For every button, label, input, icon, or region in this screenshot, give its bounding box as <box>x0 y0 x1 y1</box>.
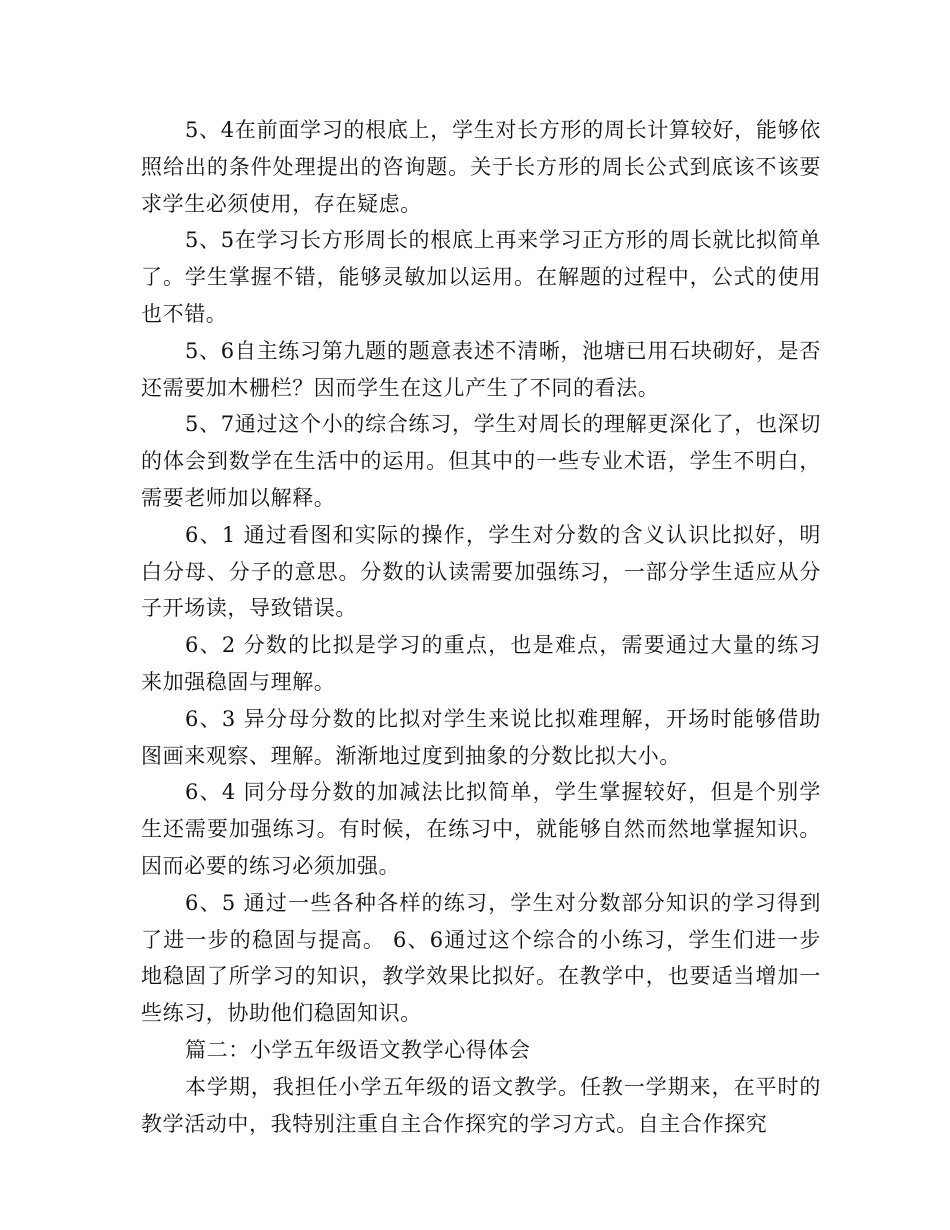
paragraph-6-5-6-6: 6、5 通过一些各种各样的练习，学生对分数部分知识的学习得到了进一步的稳固与提高。 6、6通过这个综合的小练习，学生们进一步地稳固了所学习的知识，教学效果比拟好。在教学中，也要适当增加一些练习，协助他们稳固知识。 <box>141 890 821 1026</box>
paragraph-5-7: 5、7通过这个小的综合练习，学生对周长的理解更深化了，也深切的体会到数学在生活中的运用。但其中的一些专业术语，学生不明白，需要老师加以解释。 <box>141 412 821 510</box>
document-body <box>141 112 821 1142</box>
section-heading: 篇二：小学五年级语文教学心得体会 <box>185 1037 531 1062</box>
paragraph-5-6: 5、6自主练习第九题的题意表述不清晰，池塘已用石块砌好，是否还需要加木栅栏？因而学生在这儿产生了不同的看法。 <box>141 338 821 400</box>
paragraph-5-5: 5、5在学习长方形周长的根底上再来学习正方形的周长就比拟简单了。学生掌握不错，能够灵敏加以运用。在解题的过程中，公式的使用也不错。 <box>141 228 821 326</box>
paragraph-5-4: 5、4在前面学习的根底上，学生对长方形的周长计算较好，能够依照给出的条件处理提出的咨询题。关于长方形的周长公式到底该不该要求学生必须使用，存在疑虑。 <box>141 118 821 216</box>
paragraph-6-3: 6、3 异分母分数的比拟对学生来说比拟难理解，开场时能够借助图画来观察、理解。渐渐地过度到抽象的分数比拟大小。 <box>141 706 821 768</box>
paragraph-6-1: 6、1 通过看图和实际的操作，学生对分数的含义认识比拟好，明白分母、分子的意思。分数的认读需要加强练习，一部分学生适应从分子开场读，导致错误。 <box>141 522 821 621</box>
paragraph-intro: 本学期，我担任小学五年级的语文教学。任教一学期来，在平时的教学活动中，我特别注重自主合作探究的学习方式。自主合作探究 <box>141 1074 821 1136</box>
paragraph-6-2: 6、2 分数的比拟是学习的重点，也是难点，需要通过大量的练习来加强稳固与理解。 <box>141 633 821 694</box>
paragraph-6-4: 6、4 同分母分数的加减法比拟简单，学生掌握较好，但是个别学生还需要加强练习。有时候，在练习中，就能够自然而然地掌握知识。因而必要的练习必须加强。 <box>141 780 821 878</box>
